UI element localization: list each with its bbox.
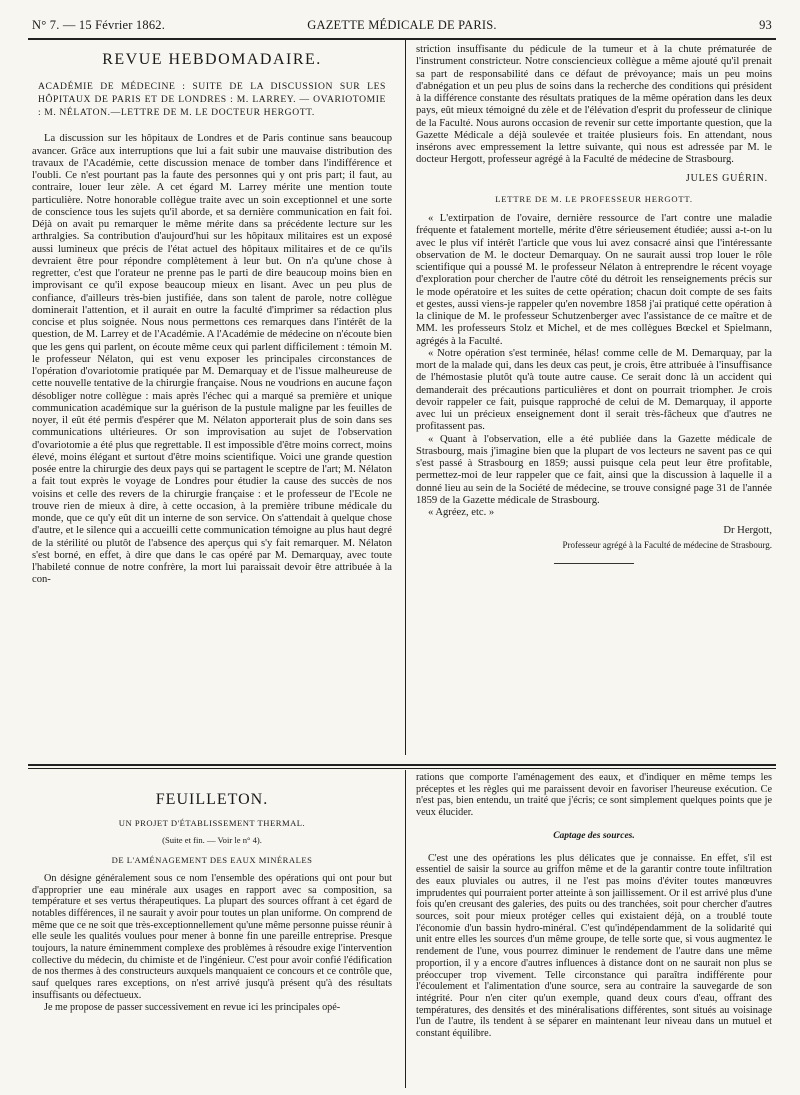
- letter-title: LETTRE DE M. LE PROFESSEUR HERGOTT.: [495, 193, 693, 204]
- header-rule: [28, 38, 776, 40]
- feuilleton-left-column: [32, 772, 392, 1013]
- feuilleton-section-heading: DE L'AMÉNAGEMENT DES EAUX MINÉRALES: [111, 855, 313, 866]
- end-rule: [554, 563, 634, 564]
- journal-title: GAZETTE MÉDICALE DE PARIS.: [307, 18, 497, 32]
- feuilleton-paragraph: On désigne généralement sous ce nom l'ensemble des opérations qui ont pour but d'approprier une eau minérale aux usages en rapport avec sa composition, sa température et ses vertus thérapeutiques. La plupart des sources offrant à cet égard de notables différences, il ne saurait y avoir pour toutes un plan uniforme. On comprend de même que ce ne soit que très-exceptionnellement qu'une même personne puisse réunir à elle seule les qualités voulues pour mener à bonne fin une pareille entreprise. Presque toujours, la nature éminemment complexe des problèmes à résoudre exige l'intervention collective du médecin, du chimiste et de l'ingénieur. C'est pour avoir confié l'édification de nos thermes à des constructeurs auxquels manquaient ce concours et ce contrôle que, sauf quelques rares exceptions, on n'est arrivé jusqu'à présent qu'à des résultats insuffisants ou défectueux.: [32, 872, 392, 1001]
- issue-date: N° 7. — 15 Février 1862.: [32, 18, 166, 32]
- revue-subtitle: ACADÉMIE DE MÉDECINE : SUITE DE LA DISCUSSION SUR LES HÔPITAUX DE PARIS ET DE LONDRES : M. LARREY. — OVARIOTOMIE : M. NÉLATON.—LETTRE DE M. LE DOCTEUR HERGOTT.: [38, 81, 386, 119]
- author-signature: JULES GUÉRIN.: [685, 172, 768, 184]
- column-divider-bottom: [405, 770, 406, 1088]
- feuilleton-paragraph: Je me propose de passer successivement en revue ici les principales opé-: [44, 1001, 341, 1013]
- column-divider-top: [405, 40, 406, 755]
- revue-right-column: [416, 44, 772, 564]
- feuilleton-subtitle: UN PROJET D'ÉTABLISSEMENT THERMAL.: [118, 817, 306, 828]
- feuilleton-paragraph: C'est une des opérations les plus délicates que je connaisse. En effet, s'il est essentiel de saisir la source au griffon même et de la garantir contre toute infiltration des eaux pluviales ou autres, il ne l'est pas moins d'éviter toutes manœuvres imprudentes qui pourraient porter atteinte à son jaillissement. Or il est arrivé plus d'une fois qu'en creusant des galeries, des puits ou des tranchées, soit pour chercher d'autres sources, soit pour mieux protéger celles qui existaient déjà, on a troublé toute l'économie d'un bassin hydro-minéral. C'est qu'indépendamment de la solidarité qui unit entre elles les sources d'un même groupe, de telle sorte que, si vous augmentez le rendement de l'une, vous pourrez diminuer le rendement de l'autre dans une même proportion, il y a encore d'autres influences à distance dont on ne saurait non plus se préoccuper trop vivement. Telle circonstance qui paraîtra indifférente pour l'écoulement et l'alimentation d'une source, sera au contraire la sauvegarde de son intégrité. Pour n'en citer qu'un exemple, quand deux cours d'eau, offrant des températures, des densités et des minéralisations différentes, sont situés au voisinage l'un de l'autre, ils tendent à se séparer en maintenant leur niveau dans un mutuel et constant équilibre.: [416, 852, 772, 1040]
- letter-paragraph: « Notre opération s'est terminée, hélas! comme celle de M. Demarquay, par la mort de la malade qui, dans les deux cas peut, je crois, être attribuée à l'insuffisance de l'hémostasie plutôt qu'à toute autre cause. Ce serait donc là un accident qui demanderait des précautions particulières et dont on pourrait triompher. Je crois devoir rappeler ce fait, puisque rapproché de celui de M. Demarquay, il apporte avec lui un précieux enseignement dont il serait très-fâcheux que d'autres ne profitassent pas.: [416, 347, 772, 433]
- letter-signature-title: Professeur agrégé à la Faculté de médecine de Strasbourg.: [562, 539, 772, 550]
- revue-left-column: [32, 44, 392, 587]
- page-header: [32, 18, 772, 34]
- feuilleton-continuation: rations que comporte l'aménagement des eaux, et d'indiquer en même temps les préceptes et les règles qui me paraissent devoir en favoriser l'heureuse exécution. Ce n'est pas, bien entendu, un traité que j'écris; ce sont simplement quelques points que je veux élucider.: [416, 772, 772, 819]
- page-number: 93: [759, 18, 772, 32]
- revue-paragraph: La discussion sur les hôpitaux de Londres et de Paris continue sans beaucoup avancer. Grâce aux interruptions que lui a fait subir une mauvaise distribution des travaux de l'Académie, cette discussion menace de tomber dans l'indifférence et l'oubli. Ce n'est pourtant pas la faute des personnes qui y ont pris part; il faut, au contraire, louer leur zèle. A cet égard M. Larrey mérite une mention toute particulière. Notre honorable collègue traite avec un soin exceptionnel et une sorte de conscience tous les sujets qu'il aborde, et sa dernière communication en fait foi. Déjà on avait pu remarquer le même mérite dans sa précédente lecture sur les arthralgies. Sa contribution d'aujourd'hui sur les hôpitaux militaires est un exposé aussi lumineux que précis de l'état actuel des hôpitaux militaires et de ce qu'ils devraient être pour répondre complètement à leur but. On n'a qu'une chose à regretter, c'est que l'orateur ne prenne pas le parti de dire beaucoup moins bien en improvisant ce qu'il expose beaucoup mieux en lisant. Avec un peu plus de confiance, d'ailleurs très-bien justifiée, dans son talent de parole, notre collègue dominerait l'attention, et il aurait en outre la faculté d'imprimer sa rédaction plus concise et plus soignée. Nous nous permettons ces remarques dans l'intérêt de la question, de M. Larrey et de l'Académie. A l'Académie de médecine on n'écoute bien que les gens qui parlent, on écoute même ceux qui parlent difficilement : témoin M. le professeur Nélaton, qui est venu exposer les principales circonstances de l'opération d'ovariotomie pratiquée par M. Demarquay et de l'issue malheureuse de cette nouvelle tentative de la chirurgie française. Nous ne voudrions en aucune façon désobliger notre collègue : mais après l'échec qui a marqué sa première et unique communication académique sur la guérison de la pustule maligne par les feuilles de noyer, il eût été permis d'espérer que M. Nélaton apporterait plus de soin dans ses communications ultérieures. Or son improvisation au sujet de l'observation d'ovariotomie a été plus que regrettable. Il est impossible d'être moins correct, moins élevé, moins élégant et surtout d'être moins scientifique. Voici une grande question posée entre la chirurgie des deux pays qui se partagent le sceptre de l'art; M. Nélaton a fait tout exprès le voyage de Londres pour étudier la cause des succès de nos voisins et celle des revers de la chirurgie française : et le professeur de l'Ecole ne trouve rien de mieux à dire, à cette occasion, à la première tribune médicale du monde, que ce qu'y eût dit un interne de son service. On s'attendait à quelque chose d'autre, et le silence qui a accueilli cette communication témoigne au plus haut degré de la stérilité ou plutôt de l'absence des aperçus qui s'y fait remarquer. M. Nélaton s'est borné, en effet, à dire que dans le cas opéré par M. Demarquay, avec toute l'habileté connue de notre confrère, la mort lui paraissait devoir être attribuée à la con-: [32, 133, 392, 586]
- feuilleton-rule-2: [28, 768, 776, 769]
- revue-title: REVUE HEBDOMADAIRE.: [102, 51, 322, 68]
- feuilleton-title: FEUILLETON.: [155, 791, 269, 808]
- section-heading: Captage des sources.: [553, 830, 635, 841]
- letter-paragraph: « Quant à l'observation, elle a été publiée dans la Gazette médicale de Strasbourg, mais j'imagine bien que la plupart de vos lecteurs ne savent pas ce qui s'est passé à Strasbourg en 1859; aussi puisque cela peut leur être profitable, permettez-moi de leur rappeler que ce fait, ainsi que la discussion à laquelle il a donné lieu au sein de la Société de médecine, se trouve consigné page 31 de l'année 1859 de la Gazette médicale de Strasbourg.: [416, 433, 772, 506]
- letter-closing: « Agréez, etc. »: [428, 507, 495, 518]
- letter-signature: Dr Hergott,: [723, 525, 772, 537]
- feuilleton-note: (Suite et fin. — Voir le n° 4).: [162, 835, 262, 846]
- feuilleton-right-column: [416, 772, 772, 1040]
- feuilleton-rule: [28, 764, 776, 766]
- letter-paragraph: « L'extirpation de l'ovaire, dernière ressource de l'art contre une maladie fréquente et fatalement mortelle, mérite d'être sérieusement étudiée; aussi a-t-on lu avec le plus vif intérêt l'article que vous lui avez consacré ainsi que l'intéressante observation de M. le docteur Demarquay. On ne saurait aussi trop louer le rôle scientifique qui a poussé M. le professeur Nélaton à entreprendre le récent voyage d'exploration pour chercher de l'autre côté du détroit les renseignements précis sur le mode opératoire et les suites de cette opération; chacun doit compte de ses faits et gestes, aussi viens-je rappeler qu'en novembre 1858 j'ai pratiqué cette opération à la clinique de M. le professeur Schutzenberger avec l'assistance de ce maître et de MM. les professeurs Stolz et Michel, et de mes collègues Bœckel et Spielmann, agrégés à la Faculté.: [416, 213, 772, 347]
- revue-continuation: striction insuffisante du pédicule de la tumeur et à la chute prématurée de l'instrument constricteur. Notre consciencieux collègue a même ajouté qu'il prenait sa part de responsabilité dans ce défaut de prévoyance; mais un peu moins d'abnégation et un peu plus de soins dans la recherche des conditions qui président à la différence constante des résultats pratiques de la même opération dans les deux pays, eût mieux témoigné du zèle et de l'élévation d'esprit du professeur de clinique de la Faculté. Nous aurons occasion de revenir sur cette importante question, que la Gazette Médicale a déjà soulevée et traitée plusieurs fois. En attendant, nous insérons avec empressement la lettre suivante, qui nous est adressée par M. le docteur Hergott, professeur agrégé à la Faculté de médecine de Strasbourg.: [416, 44, 772, 166]
